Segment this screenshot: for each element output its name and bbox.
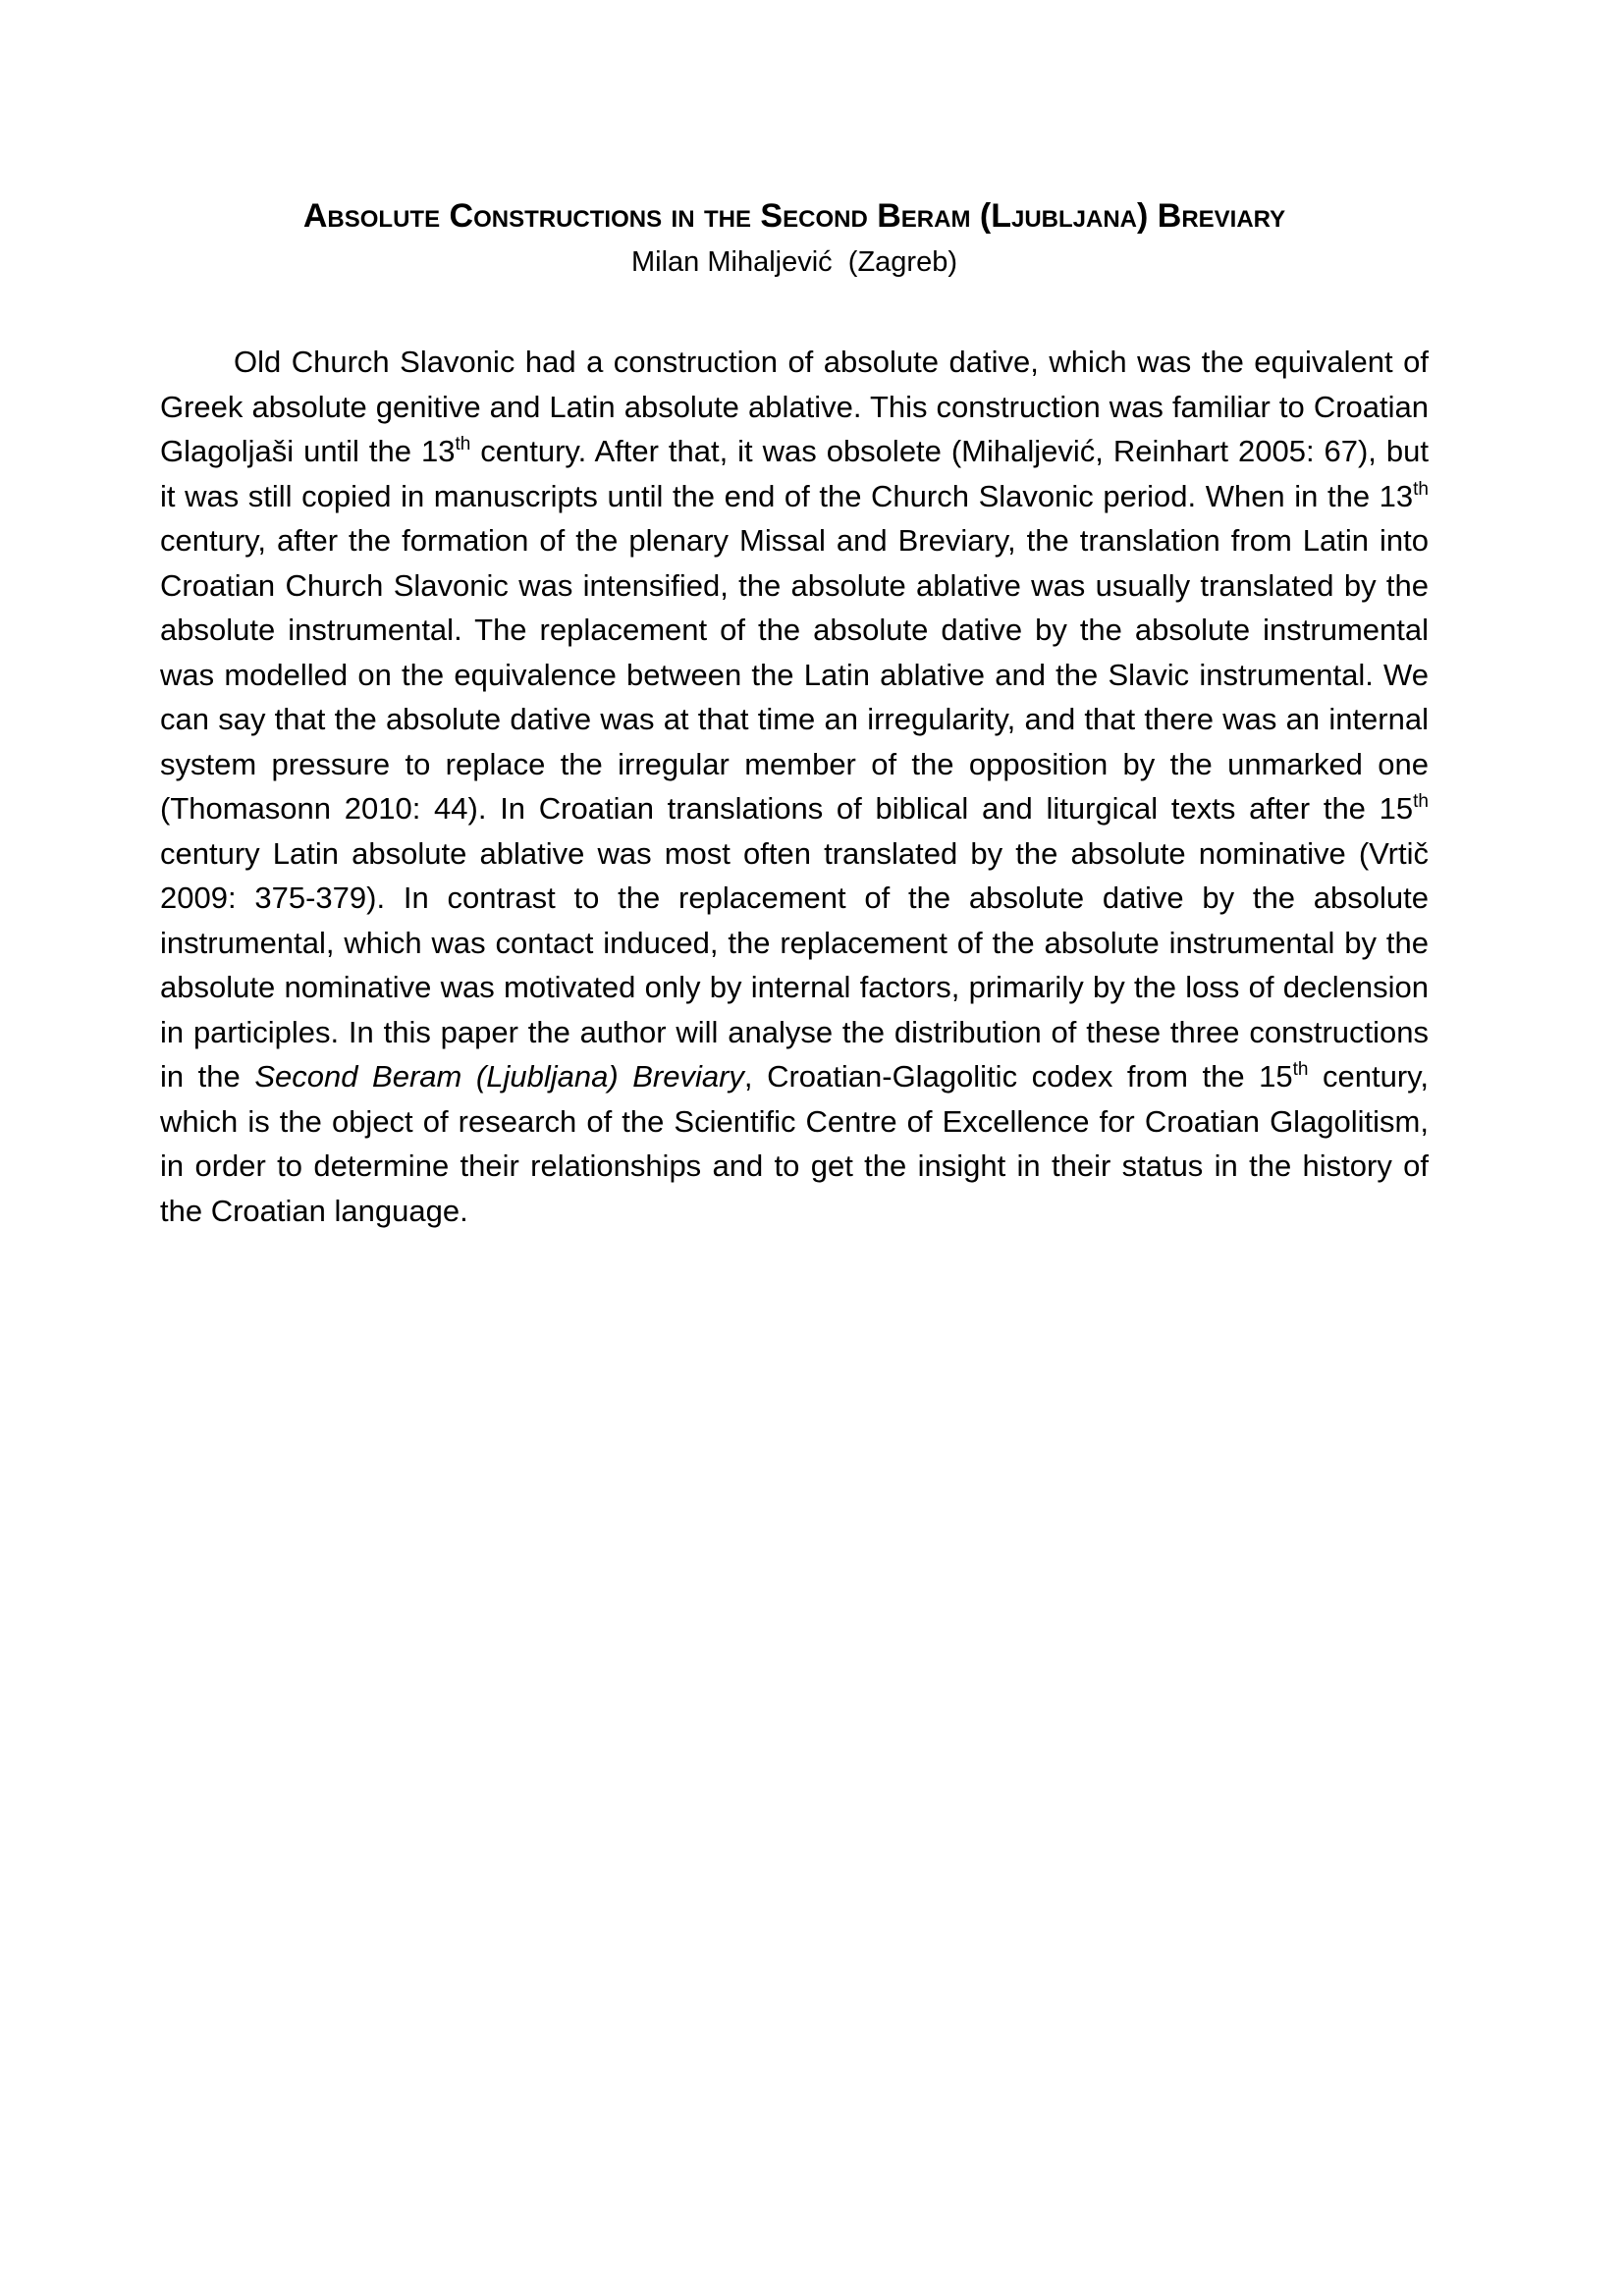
ordinal-superscript: th [1292,1059,1309,1080]
cited-work-title: Second Beram (Ljubljana) Breviary [254,1059,744,1094]
ordinal-superscript: th [455,434,471,454]
abstract-paragraph [160,340,1429,1233]
ordinal-superscript: th [1413,478,1429,500]
abstract-run: century Latin absolute ablative was most often translated by the absolute nominative (Vrtič 2009: 375-379). In contrast to the replacement of the absolute dative by the absolute instrumental, which was contact induced, the replacement of the absolute instrumental by the absolute nominative was motivated only by internal factors, primarily by the loss of declension in participles. In this paper the author will analyse the distribution of these three constructions in the [160,835,1429,1094]
abstract-run: century, which is the object of research of the Scientific Centre of Excellence for Croatian Glagolitism, in order to determine their relationships and to get the insight in their status in the history of the Croatian language. [160,1059,1429,1228]
paper-author: Milan Mihaljević (Zagreb) [631,246,957,278]
ordinal-superscript: th [1413,791,1429,812]
abstract-run: , Croatian-Glagolitic codex from the 15 [743,1059,1293,1094]
abstract-run: century. After that, it was obsolete (Mihaljević, Reinhart 2005: 67), but it was still copied in manuscripts until the end of the Church Slavonic period. When in the 13 [160,434,1429,513]
abstract-run: Old Church Slavonic had a construction of absolute dative, which was the equivalent of Greek absolute genitive and Latin absolute ablative. This construction was familiar to Croatian Glagoljaši until the 13 [160,345,1429,468]
paper-title: Absolute Constructions in the Second Beram (Ljubljana) Breviary [302,197,1286,235]
abstract-run: century, after the formation of the plenary Missal and Breviary, the translation from Latin into Croatian Church Slavonic was intensified, the absolute ablative was usually translated by the absolute instrumental. The replacement of the absolute dative by the absolute instrumental was modelled on the equivalence between the Latin ablative and the Slavic instrumental. We can say that the absolute dative was at that time an irregularity, and that there was an internal system pressure to replace the irregular member of the opposition by the unmarked one (Thomasonn 2010: 44). In Croatian translations of biblical and liturgical texts after the 15 [160,523,1429,826]
page-content [160,194,1429,1233]
